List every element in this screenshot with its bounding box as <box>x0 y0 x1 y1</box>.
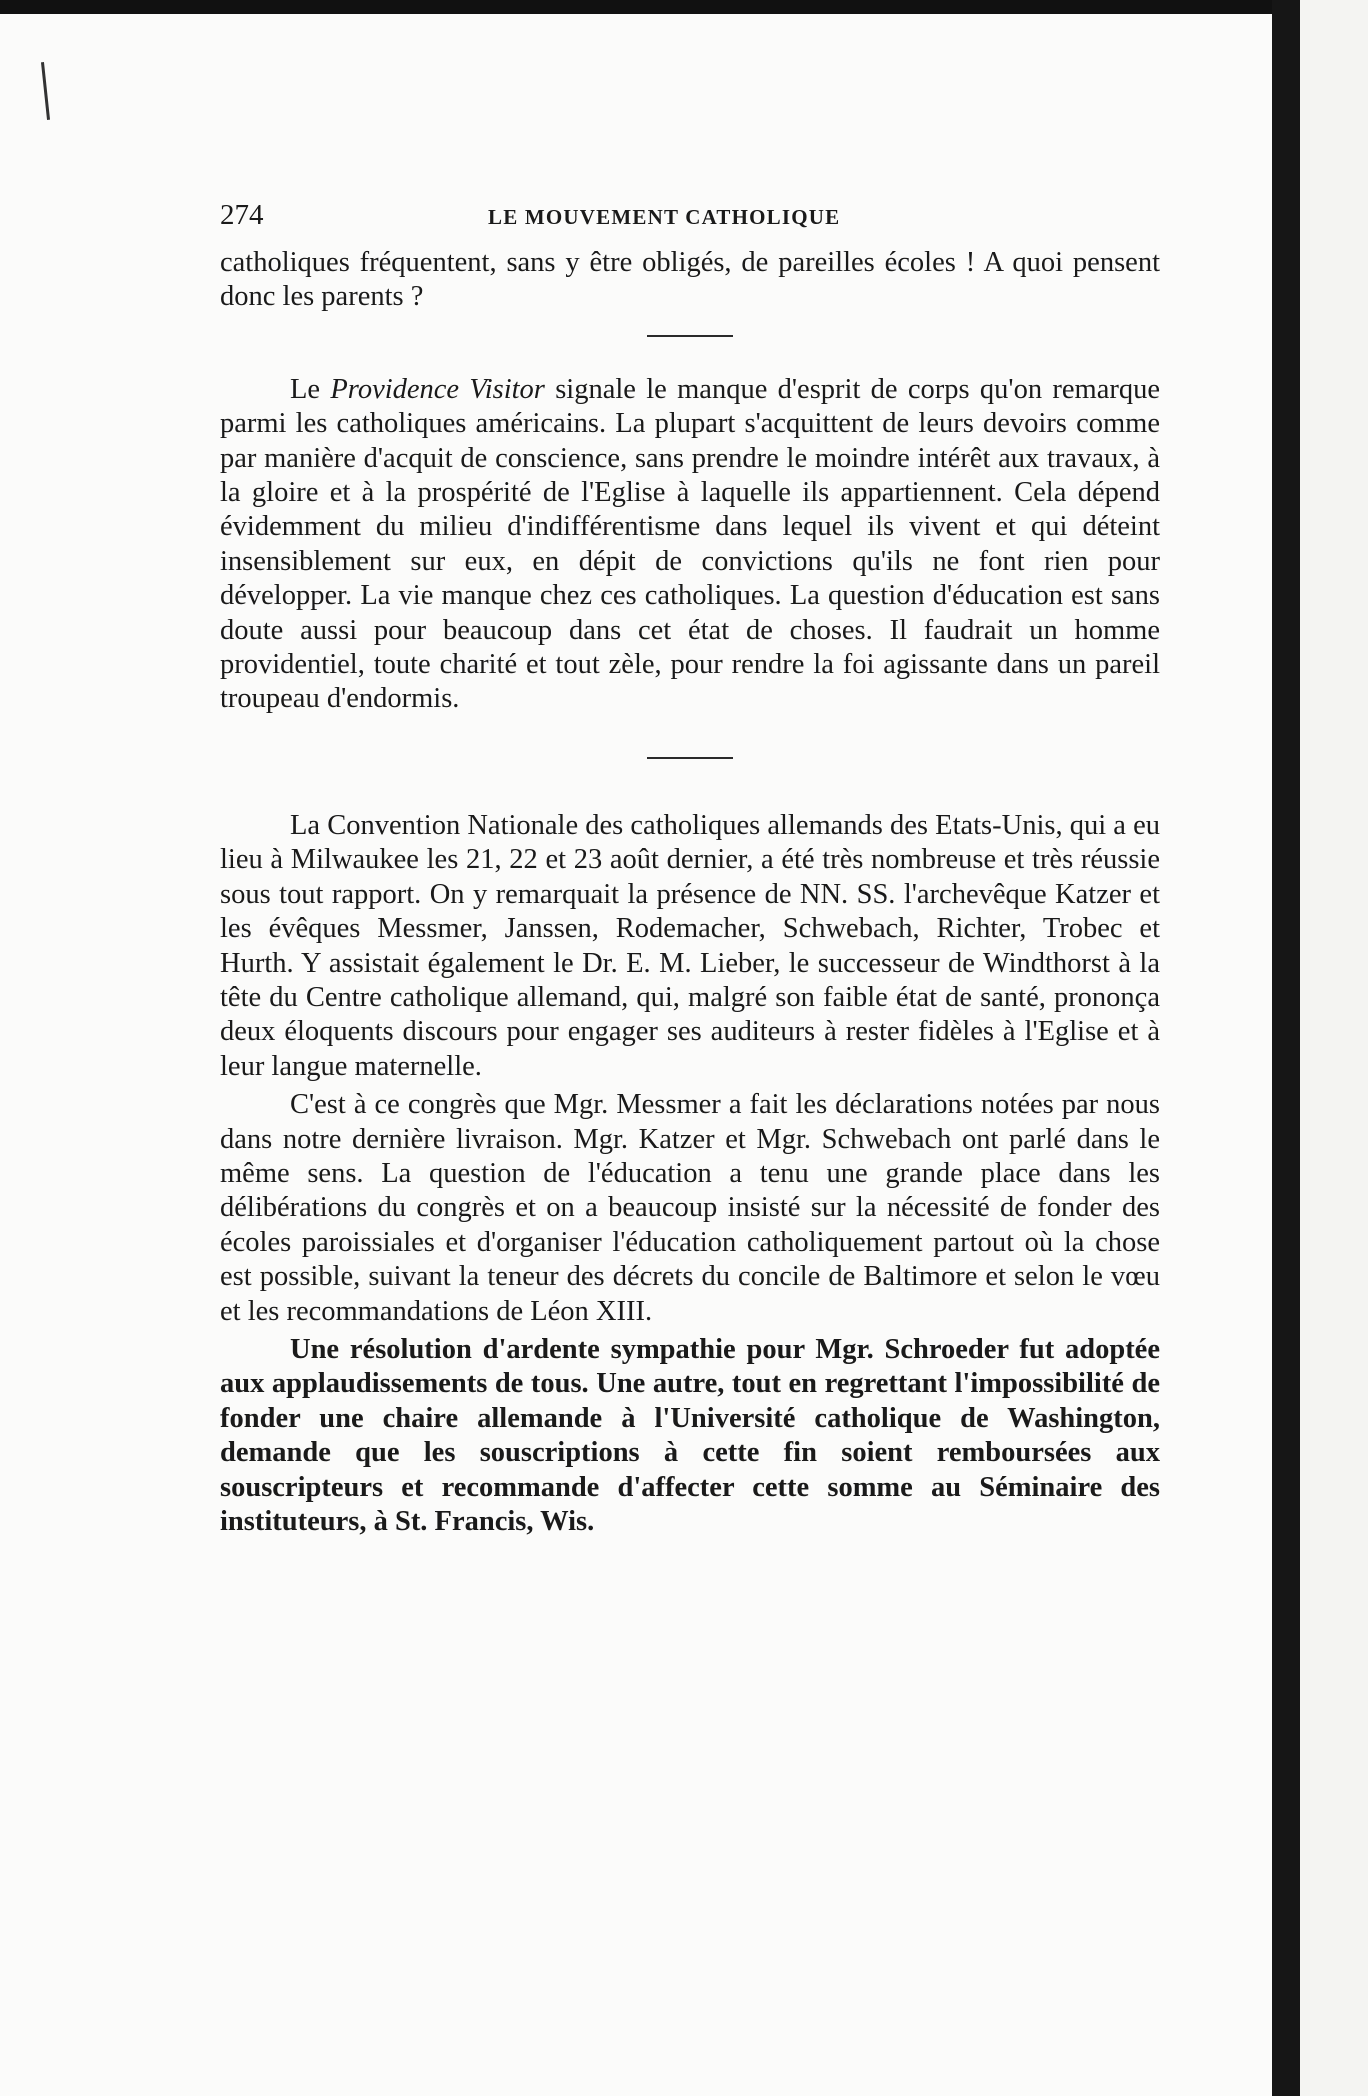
visitor-paragraph <box>220 373 1160 717</box>
congres-paragraph: C'est à ce congrès que Mgr. Messmer a fait les déclarations notées par nous dans notre dernière livraison. Mgr. Katzer et Mgr. Schwebach ont parlé dans le même sens. La question de l'éducation a tenu une grande place dans les délibérations du congrès et on a beaucoup insisté sur la nécessité de fonder des écoles paroissiales et d'organiser l'éducation catholiquement partout où la chose est possible, suivant la teneur des décrets du concile de Baltimore et selon le vœu et les recommandations de Léon XIII. <box>220 1089 1160 1327</box>
running-head <box>220 196 1160 240</box>
section-divider <box>647 757 733 759</box>
opening-paragraph: catholiques fréquentent, sans y être obligés, de pareilles écoles ! A quoi pensent donc les parents ? <box>220 247 1160 313</box>
visitor-text: signale le manque d'esprit de corps qu'on remarque parmi les catholiques américains. La plupart s'acquittent de leurs devoirs comme par manière d'acquit de conscience, sans prendre le moindre intérêt aux travaux, à la gloire et à la prospérité de l'Eglise à laquelle ils appartiennent. Cela dépend évidemment du milieu d'indifférentisme dans lequel ils vivent et qui déteint insensiblement sur eux, en dépit de convictions qu'ils ne font rien pour développer. La vie manque chez ces catholiques. La question d'éducation est sans doute aussi pour beaucoup dans cet état de choses. Il faudrait un homme providentiel, toute charité et tout zèle, pour rendre la foi agissante dans un pareil troupeau d'endormis. <box>220 373 1160 715</box>
visitor-lead: Le <box>290 373 331 405</box>
margin-mark <box>41 62 50 120</box>
publication-title: Providence Visitor <box>330 373 545 405</box>
adjacent-page-strip <box>1300 0 1368 2096</box>
running-title: LE MOUVEMENT CATHOLIQUE <box>488 205 841 229</box>
section-divider <box>647 335 733 337</box>
scan-top-border <box>0 0 1368 14</box>
resolution-paragraph: Une résolution d'ardente sympathie pour Mgr. Schroeder fut adoptée aux applaudissements de tous. Une autre, tout en regrettant l'impossibilité de fonder une chaire allemande à l'Université catholique de Washington, demande que les souscriptions à cette fin soient remboursées aux souscripteurs et recommande d'affecter cette somme au Séminaire des instituteurs, à St. Francis, Wis. <box>220 1333 1160 1537</box>
page-number: 274 <box>220 199 264 231</box>
convention-paragraph: La Convention Nationale des catholiques allemands des Etats-Unis, qui a eu lieu à Milwaukee les 21, 22 et 23 août dernier, a été très nombreuse et très réussie sous tout rapport. On y remarquait la présence de NN. SS. l'archevêque Katzer et les évêques Messmer, Janssen, Rodemacher, Schwebach, Richter, Trobec et Hurth. Y assistait également le Dr. E. M. Lieber, le successeur de Windthorst à la tête du Centre catholique allemand, qui, malgré son faible état de santé, prononça deux éloquents discours pour engager ses auditeurs à rester fidèles à l'Eglise et à leur langue maternelle. <box>220 809 1160 1082</box>
book-gutter-edge <box>1272 0 1300 2096</box>
text-block <box>220 196 1160 1539</box>
